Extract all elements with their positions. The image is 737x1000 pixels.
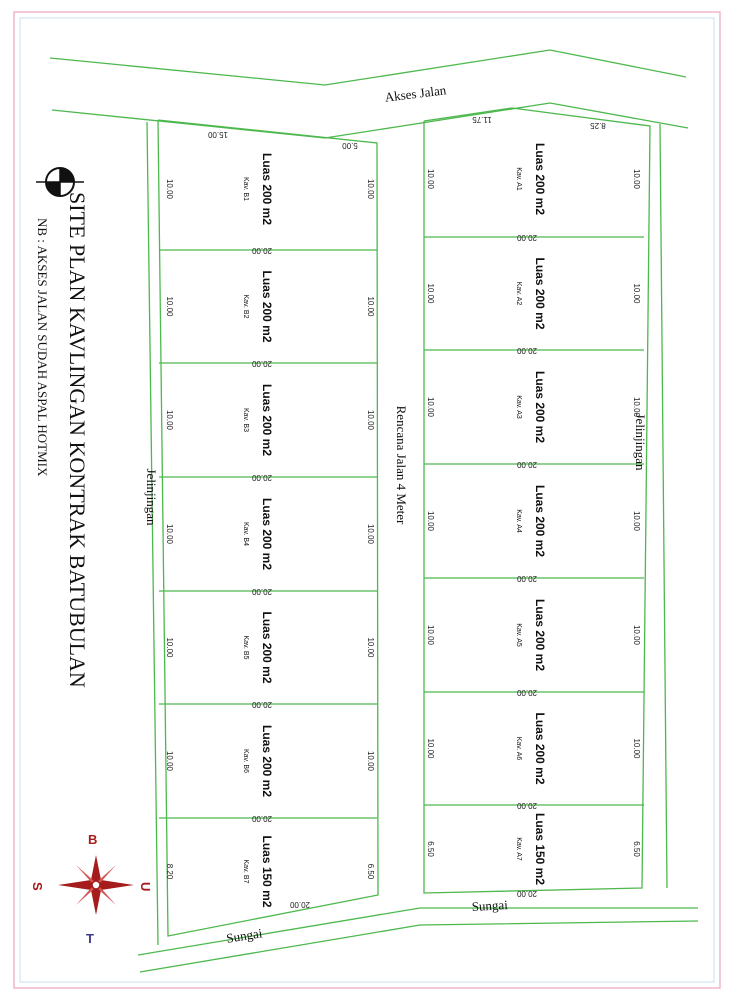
lot-a-left-dim: 10.00 xyxy=(426,396,435,418)
compass-north: U xyxy=(138,882,153,892)
lot-b-area: Luas 200 m2 xyxy=(260,497,274,571)
lot-a-right-dim: 6.50 xyxy=(632,841,641,857)
lot-b-right-dim: 10.00 xyxy=(366,178,375,200)
lot-a-bottom-dim: 20.00 xyxy=(516,688,538,697)
lot-b-area: Luas 200 m2 xyxy=(260,611,274,684)
lot-b-area: Luas 150 m2 xyxy=(260,835,274,908)
lot-a-left-dim: 10.00 xyxy=(426,738,435,759)
compass-south: S xyxy=(30,882,45,891)
lot-a-left-dim: 10.00 xyxy=(426,283,435,304)
lot-a-bottom-dim: 20.00 xyxy=(516,801,538,810)
lot-a-right-dim: 10.00 xyxy=(632,624,641,646)
drawing-frame xyxy=(14,12,720,988)
rencana-jalan-label: Rencana Jalan 4 Meter xyxy=(394,405,409,525)
lot-a-area: Luas 150 m2 xyxy=(533,812,547,886)
sungai-lower-line xyxy=(140,921,698,972)
lot-a-left-dim: 10.00 xyxy=(426,624,435,646)
lot-labels xyxy=(165,143,641,908)
lot-a-kav: Kav. A5 xyxy=(515,623,522,647)
lot-b-kav: Kav. B5 xyxy=(242,635,249,660)
page-subtitle: NB : AKSES JALAN SUDAH ASPAL HOTMIX xyxy=(35,218,50,477)
lot-b-kav: Kav. B6 xyxy=(242,749,249,773)
lot-b-area: Luas 200 m2 xyxy=(260,724,274,798)
lot-b-left-dim: 10.00 xyxy=(165,637,174,658)
lot-a-right-dim: 10.00 xyxy=(632,510,641,532)
compass-east: T xyxy=(86,931,94,946)
top-dim-a: 11.75 xyxy=(472,115,492,124)
page-title: SITE PLAN KAVLINGAN KONTRAK BATUBULAN xyxy=(65,192,90,688)
lot-a-kav: Kav. A7 xyxy=(515,837,522,861)
lot-a-area: Luas 200 m2 xyxy=(533,370,547,444)
lot-a-area: Luas 200 m2 xyxy=(533,712,547,785)
lot-a-area: Luas 200 m2 xyxy=(533,257,547,330)
lot-b-right-dim: 10.00 xyxy=(366,409,375,431)
lot-b-right-dim: 10.00 xyxy=(366,523,375,545)
lot-b-bottom-dim: 20.00 xyxy=(251,246,273,255)
bottom-dim-b: 20.00 xyxy=(289,900,311,909)
lot-b-kav: Kav. B4 xyxy=(242,522,249,546)
lot-a-kav: Kav. A2 xyxy=(515,281,522,306)
lot-a-bottom-dim: 20.00 xyxy=(516,460,538,469)
lot-a-area: Luas 200 m2 xyxy=(533,484,547,558)
lot-b-area: Luas 200 m2 xyxy=(260,152,274,226)
lot-a-bottom-dim: 20.00 xyxy=(516,889,538,898)
lot-a-left-dim: 6.50 xyxy=(426,841,435,857)
jelinjingan-left-label: Jelinjingan xyxy=(144,468,159,526)
lot-b-bottom-dim: 20.00 xyxy=(251,814,273,823)
lot-a-bottom-dim: 20.00 xyxy=(516,233,538,242)
lot-a-bottom-dim: 20.00 xyxy=(516,574,538,583)
lot-b-right-dim: 10.00 xyxy=(366,296,375,317)
lot-b-bottom-dim: 20.00 xyxy=(251,359,273,368)
lot-a-right-dim: 10.00 xyxy=(632,396,641,418)
lot-a-bottom-dim: 20.00 xyxy=(516,346,538,355)
lot-a-right-dim: 10.00 xyxy=(632,168,641,190)
sungai-right-label: Sungai xyxy=(471,897,509,914)
lot-b-kav: Kav. B2 xyxy=(242,294,249,319)
lot-a-right-dim: 10.00 xyxy=(632,283,641,304)
sungai-left-label: Sungai xyxy=(225,925,264,946)
lot-b-left-dim: 10.00 xyxy=(165,409,174,431)
lot-b-kav: Kav. B3 xyxy=(242,408,249,432)
lot-b-right-dim: 6.50 xyxy=(366,863,375,880)
lot-dividers xyxy=(159,237,644,818)
lot-a-left-dim: 10.00 xyxy=(426,168,435,190)
lot-b-left-dim: 10.00 xyxy=(165,178,174,200)
akses-jalan-label: Akses Jalan xyxy=(383,82,448,105)
lot-b-kav: Kav. B7 xyxy=(242,859,249,884)
lot-b-bottom-dim: 20.00 xyxy=(251,473,273,482)
lot-b-right-dim: 10.00 xyxy=(366,750,375,772)
lot-b-left-dim: 8.20 xyxy=(165,863,174,880)
lot-b-area: Luas 200 m2 xyxy=(260,383,274,457)
compass-west: B xyxy=(88,832,98,847)
lot-b-left-dim: 10.00 xyxy=(165,523,174,545)
top-dim-d: 5.00 xyxy=(342,141,358,150)
top-dim-b: 8.25 xyxy=(590,121,606,130)
lot-a-area: Luas 200 m2 xyxy=(533,598,547,672)
lot-b-left-dim: 10.00 xyxy=(165,296,174,317)
lot-a-kav: Kav. A3 xyxy=(515,395,522,419)
jelinjingan-right-label: Jelinjingan xyxy=(633,413,648,471)
lot-b-left-dim: 10.00 xyxy=(165,750,174,772)
lot-a-kav: Kav. A6 xyxy=(515,736,522,761)
lot-a-area: Luas 200 m2 xyxy=(533,142,547,216)
lot-a-left-dim: 10.00 xyxy=(426,510,435,532)
lot-b-right-dim: 10.00 xyxy=(366,637,375,658)
top-dim-c: 15.00 xyxy=(207,130,229,139)
lot-a-kav: Kav. A4 xyxy=(515,509,522,533)
lot-a-right-dim: 10.00 xyxy=(632,738,641,759)
lot-b-bottom-dim: 20.00 xyxy=(251,587,273,596)
lot-b-kav: Kav. B1 xyxy=(242,177,249,201)
akses-jalan-upper-line xyxy=(50,50,686,85)
lot-b-bottom-dim: 20.00 xyxy=(251,700,273,709)
lot-a-kav: Kav. A1 xyxy=(515,167,522,191)
drawing-inner-frame xyxy=(20,18,714,982)
sungai-upper-line xyxy=(138,908,698,955)
compass-rose-icon xyxy=(58,855,134,915)
lot-b-area: Luas 200 m2 xyxy=(260,270,274,343)
